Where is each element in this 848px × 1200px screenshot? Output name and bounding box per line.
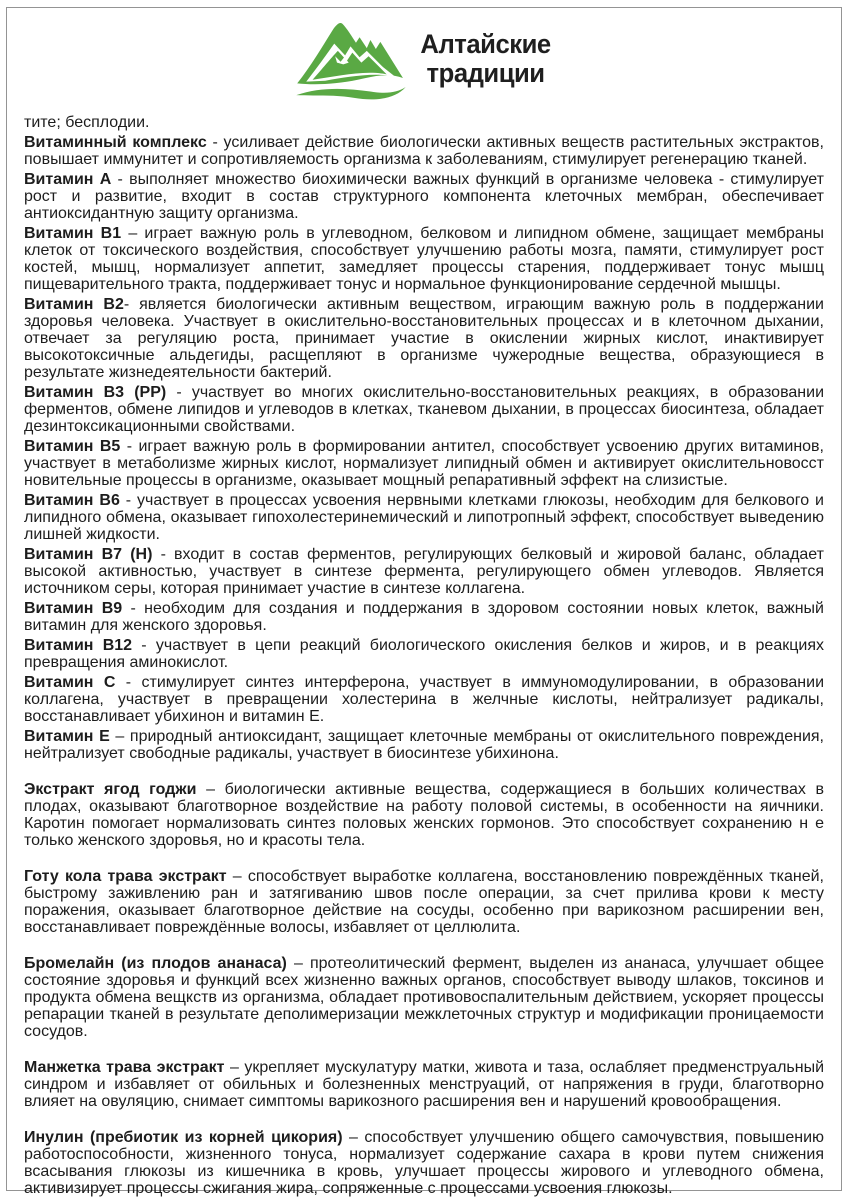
intro-fragment: тите; бесплодии.: [24, 114, 150, 131]
ingredient-term: Витамин Е: [24, 728, 110, 745]
vitamin-paragraph: Витамин В5 - играет важную роль в формировании антител, способствует усвоению других витаминов, участвует в метаболизме жирных кислот, нормализует липидный обмен и активирует окислительновосст новительные процессы в организме, оказывает мощный репаративный эффект на слизистые.: [24, 438, 825, 489]
ingredient-term: Витамин А: [24, 171, 112, 188]
ingredient-term: Инулин (пребиотик из корней цикория): [24, 1129, 343, 1146]
ingredient-term: Витамин В3 (РР): [24, 384, 167, 401]
vitamin-paragraph: Витамин В6 - участвует в процессах усвоения нервными клетками глюкозы, необходим для белкового и липидного обмена, оказывает гипохолестеринемический и липотропный эффект, способствует выведению лишней жидкости.: [24, 492, 824, 543]
vitamin-paragraph: Витамин В2- является биологически активным веществом, играющим важную роль в поддержании здоровья человека. Участвует в окислительно-восстановительных процессах и в клеточном дыхании, отвечает за регуляцию роста, принимает участие в окислении жирных кислот, инактивирует высокотоксичные альдегиды, расщепляют в организме чужеродные вещества, образующиеся в результате жизнедеятельности бактерий.: [24, 296, 824, 381]
ingredient-term: Готу кола трава экстракт: [24, 868, 227, 885]
ingredient-term: Витамин В2: [24, 296, 124, 313]
ingredient-term: Витамин В7 (Н): [24, 546, 153, 563]
brand-logo: [290, 12, 557, 106]
ingredient-term: Витамин В12: [24, 637, 133, 654]
ingredient-term: Манжетка трава экстракт: [24, 1059, 225, 1076]
brand-name-line2: традиции: [426, 58, 545, 88]
ingredient-term: Бромелайн (из плодов ананаса): [24, 955, 287, 972]
vitamin-paragraph: Витамин В9 - необходим для создания и поддержания в здоровом состоянии новых клеток, важный витамин для женского здоровья.: [24, 600, 824, 634]
extract-paragraph: Готу кола трава экстракт – способствует выработке коллагена, восстановлению повреждённых тканей, быстрому заживлению ран и затягиванию швов после операции, за счет прилива крови к месту поражения, оказывает благотворное действие на сосуды, особенно при варикозном расширении вен, восстанавливает повреждённые волосы, избавляет от целлюлита.: [24, 868, 825, 936]
extract-paragraph: Бромелайн (из плодов ананаса) – протеолитический фермент, выделен из ананаса, улучшает общее состояние здоровья и функций всех жизненно важных органов, способствует выводу шлаков, токсинов и продукта обмена вещкств из организма, обладает противовоспалительным действием, ускоряет процессы репарации тканей в результате деполимеризации межклеточных структур и модификации проницаемости сосудов.: [24, 955, 825, 1040]
ingredient-term: Витаминный комплекс: [24, 134, 207, 151]
extract-paragraph: Инулин (пребиотик из корней цикория) – способствует улучшению общего самочувствия, повышению работоспособности, жизненного тонуса, нормализует содержание сахара в крови путем снижения всасывания глюкозы из кишечника в кровь, улучшает процессы жирового и углеводного обмена, активизирует процессы сжигания жира, сопряженные с процессами усвоения глюкозы.: [24, 1129, 825, 1197]
ingredient-term: Экстракт ягод годжи: [24, 781, 197, 798]
extract-paragraph: Экстракт ягод годжи – биологически активные вещества, содержащиеся в больших количествах в плодах, оказывают благотворное воздействие на работу половой системы, в особенности на яичники. Каротин помогает нормализовать синтез половых женских гормонов. Это способствует сохранению н е только женского здоровья, но и красоты тела.: [24, 781, 824, 849]
ingredient-term: Витамин В6: [24, 492, 120, 509]
vitamin-paragraph: Витамин Е – природный антиоксидант, защищает клеточные мембраны от окислительного повреждения, нейтрализует свободные радикалы, участвует в биосинтезе убихинона.: [24, 728, 825, 762]
vitamin-paragraph: Витамин В12 - участвует в цепи реакций биологического окисления белков и жиров, и в реакциях превращения аминокислот.: [24, 637, 824, 671]
ingredient-term: Витамин В5: [24, 438, 121, 455]
vitamin-paragraph: Витамин В3 (РР) - участвует во многих окислительно-восстановительных реакциях, в образовании ферментов, обмене липидов и углеводов в клетках, тканевом дыхании, в процессах биосинтеза, обладает дезинтоксикационными свойствами.: [24, 384, 824, 435]
ingredient-term: Витамин С: [24, 674, 116, 691]
ingredient-term: Витамин В9: [24, 600, 123, 617]
vitamins-list: [24, 134, 824, 762]
vitamin-paragraph: Витаминный комплекс - усиливает действие биологически активных веществ растительных экстрактов, повышает иммунитет и сопротивляемость организма к заболеваниям, стимулирует регенерацию тканей.: [24, 134, 825, 168]
brand-name-line1: Алтайские: [420, 28, 551, 59]
mountain-logo-icon: [290, 12, 412, 106]
document-body: [24, 114, 824, 1197]
vitamin-paragraph: Витамин В1 – играет важную роль в углеводном, белковом и липидном обмене, защищает мембраны клеток от токсического воздействия, способствует улучшению работы мозга, памяти, стимулирует рост костей, мышц, нормализует аппетит, замедляет процессы старения, поддерживает тонус мышц пищеварительного тракта, поддерживает тонус и нормальное функционирование сердечной мышцы.: [24, 225, 825, 293]
ingredient-term: Витамин В1: [24, 225, 122, 242]
extracts-list: [24, 781, 824, 1197]
vitamin-paragraph: Витамин В7 (Н) - входит в состав ферментов, регулирующих белковый и жировой баланс, обладает высокой активностью, участвует в синтезе фермента, регулирующего обмен углеводов. Является источником серы, которая принимает участие в синтезе коллагена.: [24, 546, 824, 597]
extract-paragraph: Манжетка трава экстракт – укрепляет мускулатуру матки, живота и таза, ослабляет предменструальный синдром и избавляет от обильных и болезненных менструаций, от напряжения в груди, благотворно влияет на овуляцию, снимает симптомы варикозного расширения вен и нарушений кровообращения.: [24, 1059, 825, 1110]
brand-name: [420, 30, 550, 88]
vitamin-paragraph: Витамин А - выполняет множество биохимически важных функций в организме человека - стимулирует рост и развитие, входит в состав структурного компонента клеточных мембран, обеспечивает антиоксидантную защиту организма.: [24, 171, 825, 222]
vitamin-paragraph: Витамин С - стимулирует синтез интерферона, участвует в иммуномодулировании, в образовании коллагена, участвует в превращении холестерина в желчные кислоты, нейтрализует радикалы, восстанавливает убихинон и витамин Е.: [24, 674, 825, 725]
